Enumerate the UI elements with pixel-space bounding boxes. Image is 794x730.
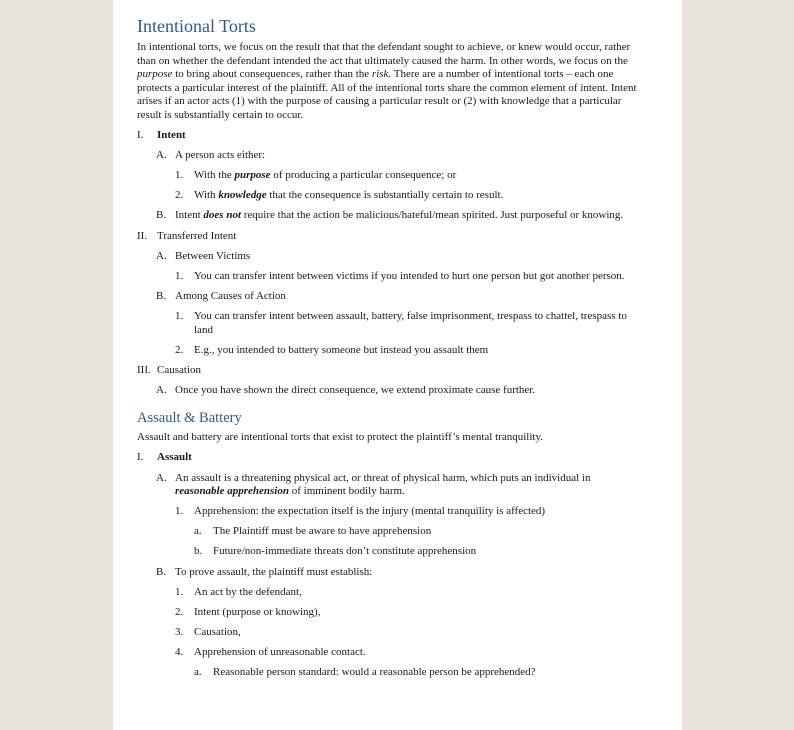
outline-assault-battery bbox=[137, 451, 642, 679]
heading-intentional-torts: Intentional Torts bbox=[137, 16, 256, 36]
list-item: 2. With knowledge that the consequence is substantially certain to result. bbox=[175, 189, 504, 202]
outline-item-intent-a: A. A person acts either: 1. With the purpose of producing a particular consequence; or 2. With knowledge that the consequence is substantially certain to result. bbox=[156, 149, 642, 203]
list-item: 1. With the purpose of producing a particular consequence; or bbox=[175, 169, 457, 182]
outline-intentional-torts bbox=[137, 129, 642, 397]
heading-assault-battery: Assault & Battery bbox=[137, 410, 242, 427]
assault-battery-intro: Assault and battery are intentional torts that exist to protect the plaintiff’s mental tranquility. bbox=[137, 431, 543, 444]
list-item: 1. You can transfer intent between assault, battery, false imprisonment, trespass to chattel, trespass to land bbox=[175, 309, 627, 336]
outline-item-transferred-intent: II. Transferred Intent A. Between Victims 1. You can transfer intent between victims if you intended to hurt one person but got another person. B. Among Causes of Action 1. You can transfer intent between assault, battery, false imprisonment, trespass to chattel, trespass to land 2. E.g., you intended to battery someone but instead you assault them bbox=[137, 230, 642, 358]
list-item: 2. Intent (purpose or knowing), bbox=[175, 605, 321, 618]
outline-item-assault: I. Assault A. An assault is a threatening physical act, or threat of physical harm, which puts an individual in reasonable apprehension of imminent bodily harm. 1. Apprehension: the expectation itself is the injury (mental tranquility is affected) a. The Plaintiff must be aware to have apprehension b. Future/non-immediate threats don’t constitute apprehension B. To prove assault, the plaintiff must establish: 1. An act by the defendant, 2. Intent (purpose or knowing), 3. Causation, 4. Apprehension of unreasonable contact. a. Reasonable person standard: would a reasonable person be apprehended? bbox=[137, 451, 642, 679]
list-item: A. Once you have shown the direct consequence, we extend proximate cause further. bbox=[156, 383, 536, 396]
outline-item-between-victims: A. Between Victims 1. You can transfer intent between victims if you intended to hurt one person but got another person. bbox=[156, 250, 642, 284]
list-item: 2. E.g., you intended to battery someone but instead you assault them bbox=[175, 343, 489, 356]
list-item: a. Reasonable person standard: would a reasonable person be apprehended? bbox=[194, 666, 536, 678]
outline-item-intent-b: B. Intent does not require that the action be malicious/hateful/mean spirited. Just purposeful or knowing. bbox=[156, 209, 624, 222]
list-item: b. Future/non-immediate threats don’t constitute apprehension bbox=[194, 545, 477, 558]
outline-item-among-causes: B. Among Causes of Action 1. You can transfer intent between assault, battery, false imprisonment, trespass to chattel, trespass to land 2. E.g., you intended to battery someone but instead you assault them bbox=[156, 290, 642, 357]
list-item: 1. An act by the defendant, bbox=[175, 585, 302, 598]
document-content bbox=[137, 14, 642, 680]
document-page bbox=[113, 0, 682, 730]
outline-item-assault-definition: A. An assault is a threatening physical act, or threat of physical harm, which puts an individual in reasonable apprehension of imminent bodily harm. 1. Apprehension: the expectation itself is the injury (mental tranquility is affected) a. The Plaintiff must be aware to have apprehension b. Future/non-immediate threats don’t constitute apprehension bbox=[156, 472, 642, 559]
list-item: 1. Apprehension: the expectation itself is the injury (mental tranquility is affected) a. The Plaintiff must be aware to have apprehension b. Future/non-immediate threats don’t constitute apprehension bbox=[175, 505, 642, 559]
list-item: a. The Plaintiff must be aware to have apprehension bbox=[194, 525, 432, 538]
list-item: 3. Causation, bbox=[175, 625, 241, 638]
intentional-torts-intro: In intentional torts, we focus on the result that that the defendant sought to achieve, or knew would occur, rather than on whether the defendant intended the act that ultimately caused the harm. In other words, we focus on the purpose to bring about consequences, rather than the risk. There are a number of intentional torts – each one protects a particular interest of the plaintiff. All of the intentional torts share the common element of intent. Intent arises if an actor acts (1) with the purpose of causing a particular result or (2) with knowledge that a particular result is substantially certain to occur. bbox=[137, 41, 637, 121]
outline-item-causation: III. Causation A. Once you have shown the direct consequence, we extend proximate cause further. bbox=[137, 364, 642, 398]
list-item: 4. Apprehension of unreasonable contact. a. Reasonable person standard: would a reasonable person be apprehended? bbox=[175, 646, 642, 680]
outline-item-prove-assault: B. To prove assault, the plaintiff must establish: 1. An act by the defendant, 2. Intent (purpose or knowing), 3. Causation, 4. Apprehension of unreasonable contact. a. Reasonable person standard: would a reasonable person be apprehended? bbox=[156, 566, 642, 680]
list-item: 1. You can transfer intent between victims if you intended to hurt one person but got another person. bbox=[175, 269, 625, 282]
outline-item-intent: I. Intent A. A person acts either: 1. With the purpose of producing a particular consequence; or 2. With knowledge that the consequence is substantially certain to result. B. Intent does not require that the action be malicious/hateful/mean spirited. Just purposeful or knowing. bbox=[137, 129, 642, 223]
